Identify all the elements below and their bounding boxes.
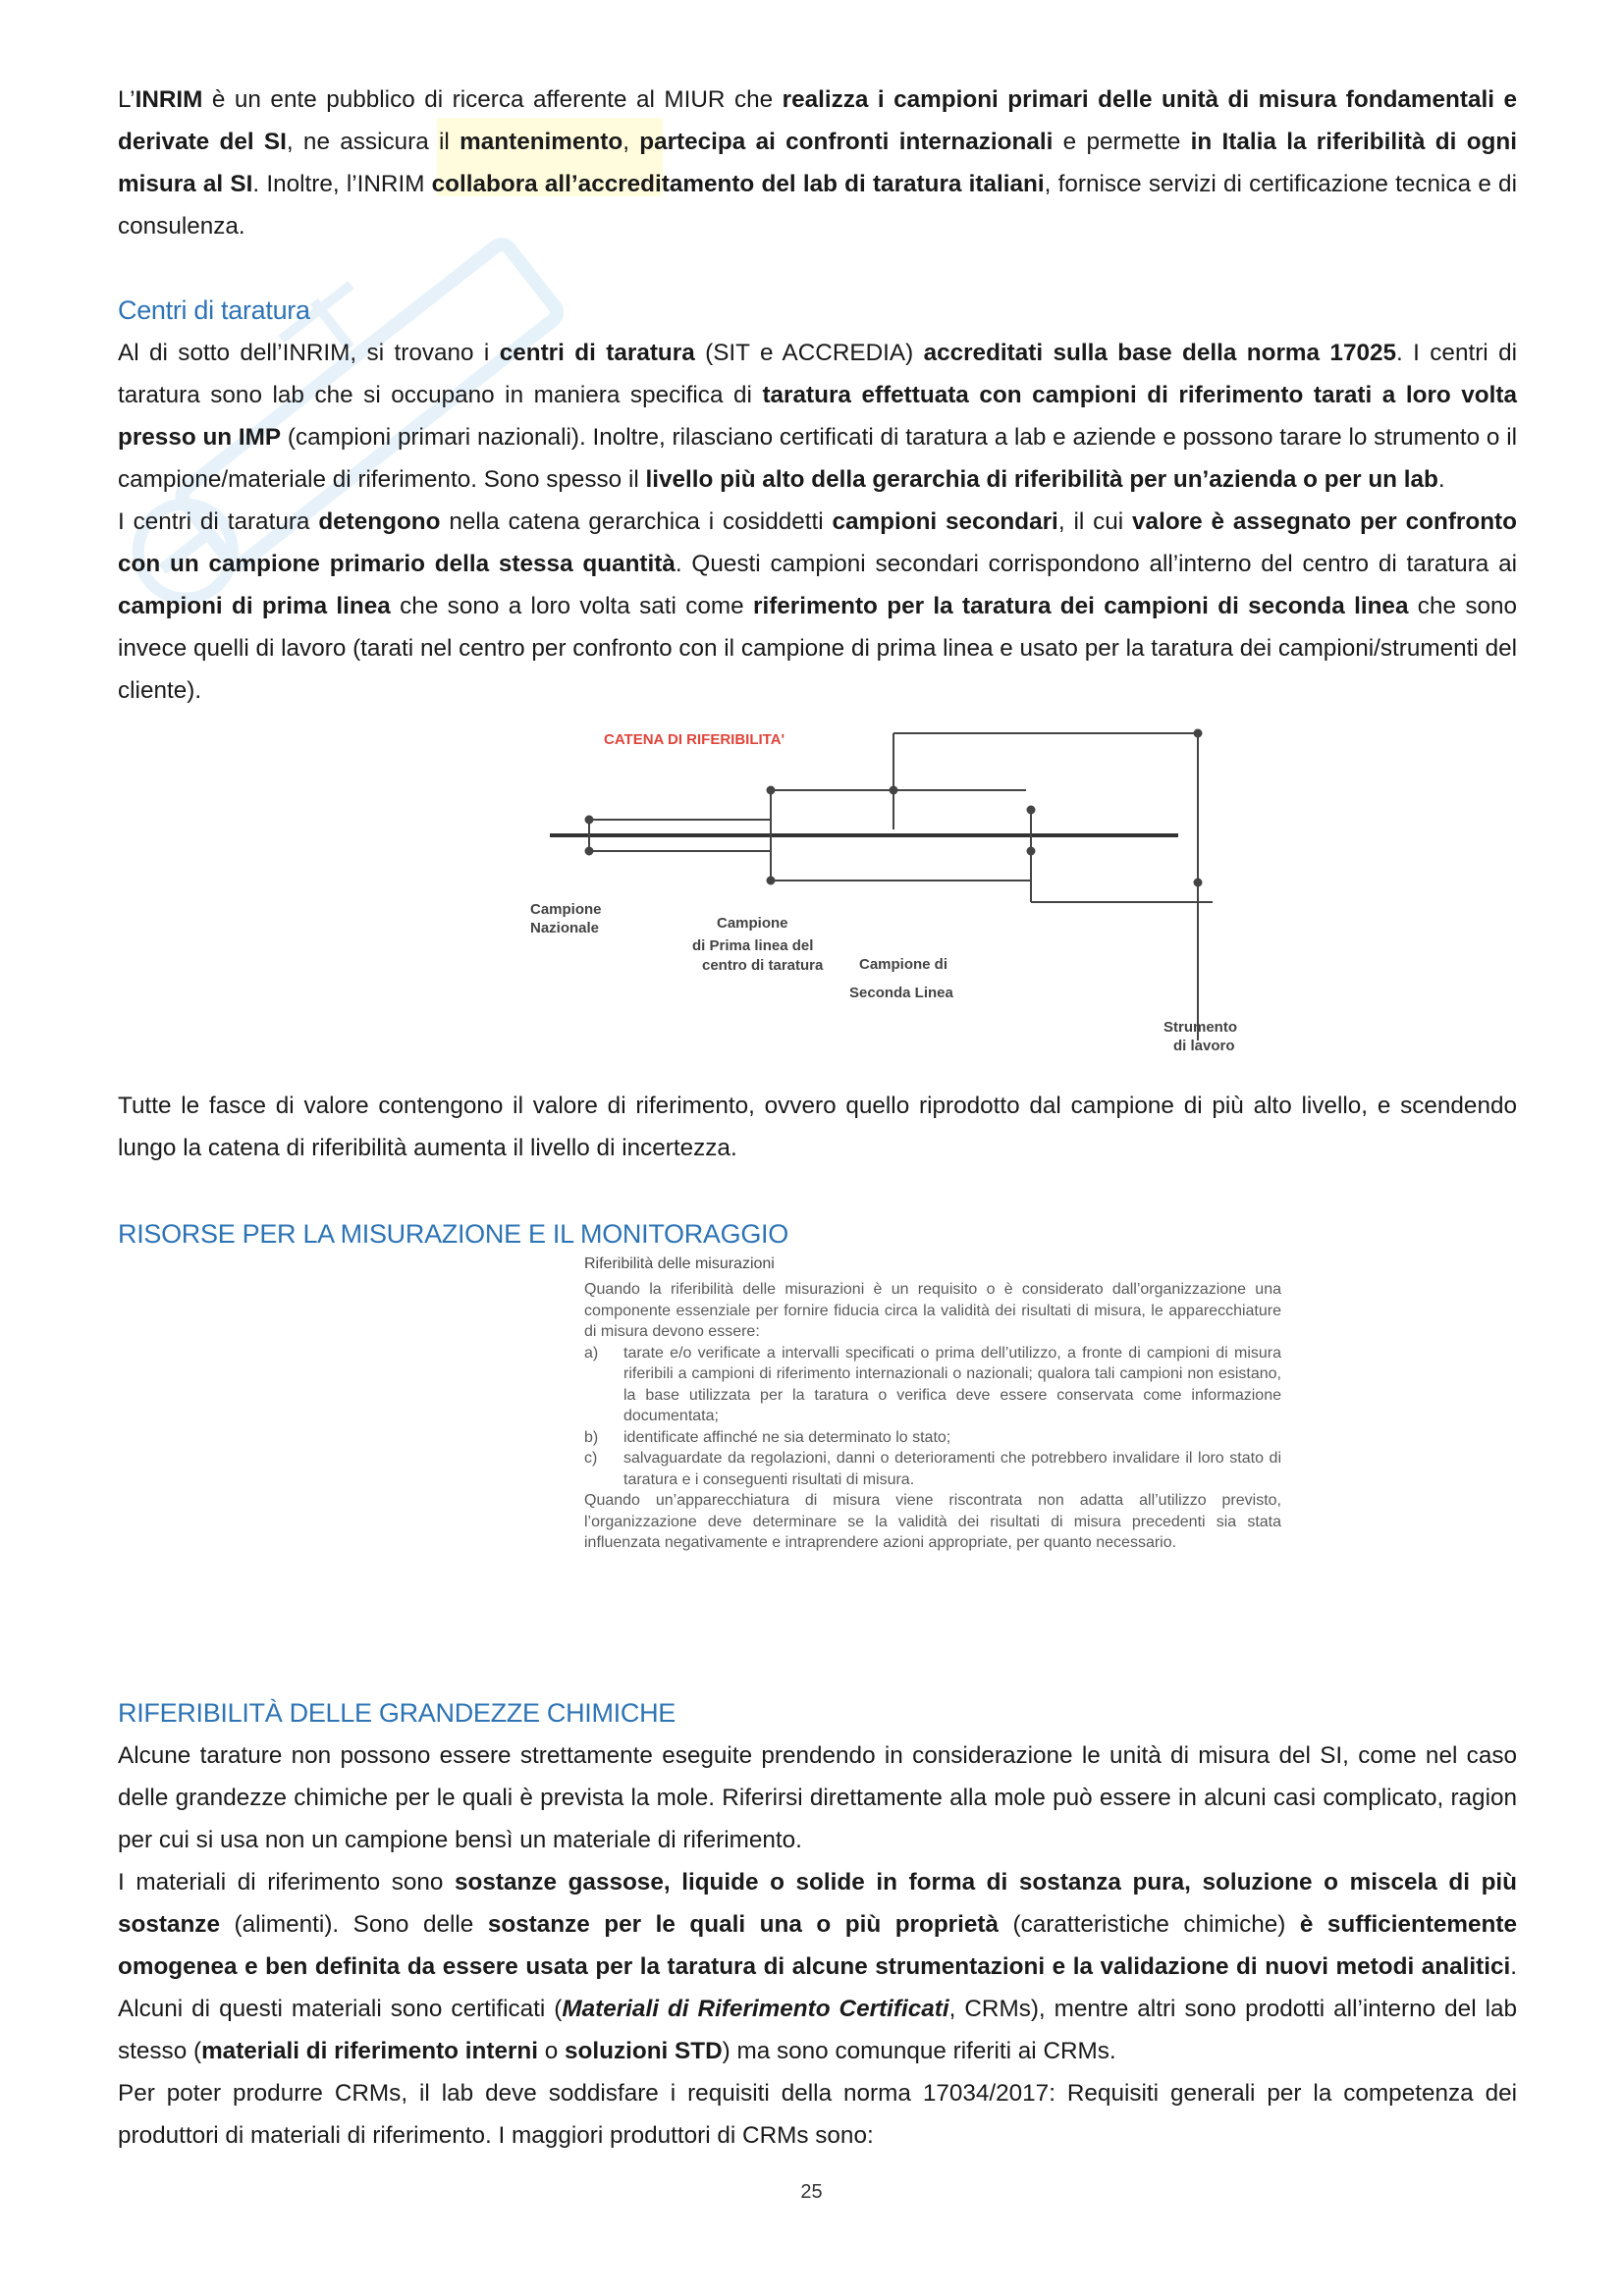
label-seconda-linea: Seconda Linea <box>849 985 953 1001</box>
label-prima-linea: di Prima linea del <box>692 937 814 954</box>
band-seconda-linea <box>1028 807 1214 903</box>
diagram-title: CATENA DI RIFERIBILITA' <box>604 731 785 748</box>
page-number: 25 <box>800 2181 823 2203</box>
traceability-chain-diagram <box>506 712 1237 1075</box>
label-centro-taratura: centro di taratura <box>702 957 824 974</box>
label-nazionale: Nazionale <box>530 920 600 936</box>
heading-centri-taratura: Centri di taratura <box>118 295 310 325</box>
label-campione: Campione <box>530 901 602 918</box>
scanned-excerpt <box>584 1255 1281 1554</box>
centri-paragraph-1: Al di sotto dell’INRIM, si trovano i centri di taratura (SIT e ACCREDIA) accreditati sulla base della norma 17025. I centri di taratura sono lab che si occupano in maniera specifica di taratura effettuata con campioni di riferimento tarati a loro volta presso un IMP (campioni primari nazionali). Inoltre, rilasciano certificati di taratura a lab e aziende e possono tarare lo strumento o il campione/materiale di riferimento. Sono spesso il livello più alto della gerarchia di riferibilità per un’azienda o per un lab. <box>118 340 1517 493</box>
scan-title: Riferibilità delle misurazioni <box>584 1255 775 1272</box>
chimiche-paragraph-3: Per poter produrre CRMs, il lab deve soddisfare i requisiti della norma 17034/2017: Requisiti generali per la competenza dei produttori di materiali di riferimento. I maggiori produttori di CRMs sono: <box>118 2080 1517 2149</box>
label-campione-prima: Campione <box>717 915 788 932</box>
label-campione-di: Campione di <box>859 956 948 973</box>
heading-chimiche: RIFERIBILITÀ DELLE GRANDEZZE CHIMICHE <box>118 1698 676 1728</box>
scan-item-a: a) tarate e/o verificate a intervalli specificati o prima dell’utilizzo, a fronte di campioni di misura riferibili a campioni di riferimento internazionali o nazionali; qualora tali campioni non esistano, la base utilizzata per la taratura o verifica deve essere conservata come informazione documentata; <box>584 1344 1281 1424</box>
scan-intro: Quando la riferibilità delle misurazioni è un requisito o è considerato dall’organizzazione una componente essenziale per fornire fiducia circa la validità dei risultati di misura, le apparecchiature di misura devono essere: <box>584 1281 1281 1340</box>
label-di-lavoro: di lavoro <box>1173 1038 1235 1054</box>
scan-closing: Quando un’apparecchiatura di misura viene riscontrata non adatta all’utilizzo previsto, l’organizzazione deve determinare se la validità dei risultati di misura precedenti sia stata influenzata negativamente e intraprendere azioni appropriate, per quanto necessario. <box>584 1492 1281 1551</box>
heading-risorse: RISORSE PER LA MISURAZIONE E IL MONITORAGGIO <box>118 1219 788 1249</box>
fasce-paragraph: Tutte le fasce di valore contengono il valore di riferimento, ovvero quello riprodotto dal campione di più alto livello, e scendendo lungo la catena di riferibilità aumenta il livello di incertezza. <box>118 1093 1517 1161</box>
label-strumento: Strumento <box>1163 1019 1237 1036</box>
centri-paragraph-2: I centri di taratura detengono nella catena gerarchica i cosiddetti campioni secondari, il cui valore è assegnato per confronto con un campione primario della stessa quantità. Questi campioni secondari corrispondono all’interno del centro di taratura ai campioni di prima linea che sono a loro volta sati come riferimento per la taratura dei campioni di seconda linea che sono invece quelli di lavoro (tarati nel centro per confronto con il campione di prima linea e usato per la taratura dei campioni/strumenti del cliente). <box>118 508 1518 704</box>
chimiche-paragraph-1: Alcune tarature non possono essere strettamente eseguite prendendo in considerazione le unità di misura del SI, come nel caso delle grandezze chimiche per le quali è prevista la mole. Riferirsi direttamente alla mole può essere in alcuni casi complicato, ragion per cui si usa non un campione bensì un materiale di riferimento. <box>118 1742 1517 1853</box>
intro-paragraph: L’INRIM è un ente pubblico di ricerca afferente al MIUR che realizza i campioni primari delle unità di misura fondamentali e derivate del SI, ne assicura il mantenimento, partecipa ai confronti internazionali e permette in Italia la riferibilità di ogni misura al SI. Inoltre, l’INRIM collabora all’accreditamento del lab di taratura italiani, fornisce servizi di certificazione tecnica e di consulenza. <box>118 86 1517 240</box>
traceability-chain-figure <box>118 712 1517 1085</box>
scan-item-b: b) identificate affinché ne sia determinato lo stato; <box>584 1428 951 1446</box>
chimiche-paragraph-2: I materiali di riferimento sono sostanze gassose, liquide o solide in forma di sostanza pura, soluzione o miscela di più sostanze (alimenti). Sono delle sostanze per le quali una o più proprietà (caratteristiche chimiche) è sufficientemente omogenea e ben definita da essere usata per la taratura di alcune strumentazioni e la validazione di nuovi metodi analitici. Alcuni di questi materiali sono certificati (Materiali di Riferimento Certificati, CRMs), mentre altri sono prodotti all’interno del lab stesso (materiali di riferimento interni o soluzioni STD) ma sono comunque riferiti ai CRMs. <box>118 1869 1518 2064</box>
scanned-excerpt-block <box>118 1255 1517 1692</box>
page-content <box>118 79 1517 2157</box>
scan-item-c: c) salvaguardate da regolazioni, danni o deterioramenti che potrebbero invalidare il loro stato di taratura e i conseguenti risultati di misura. <box>584 1450 1281 1488</box>
